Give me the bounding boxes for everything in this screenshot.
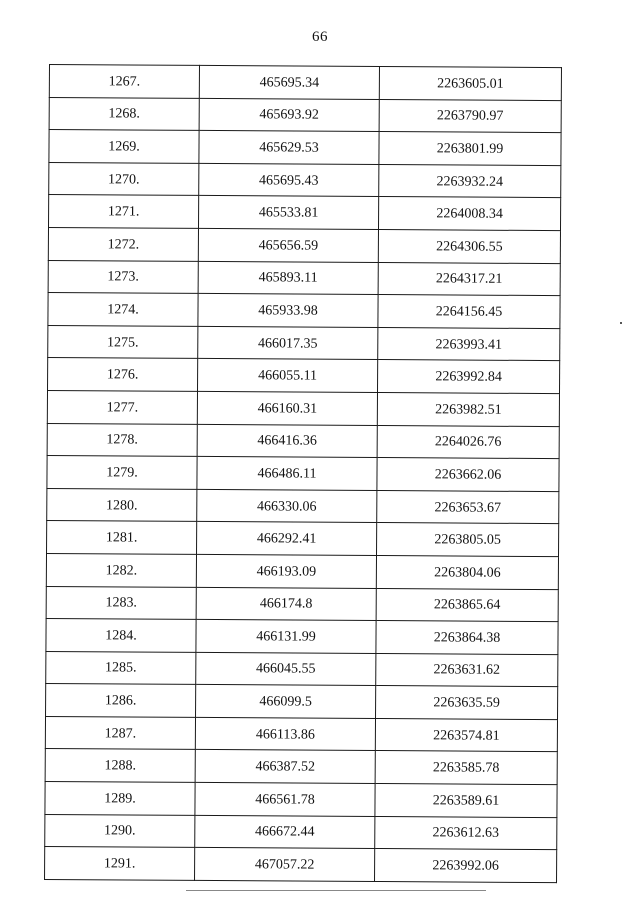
x-coordinate-cell: 465629.53 xyxy=(199,131,379,165)
point-number-cell: 1273. xyxy=(48,260,198,294)
y-coordinate-cell: 2263612.63 xyxy=(375,816,557,850)
x-coordinate-cell: 466486.11 xyxy=(197,457,377,491)
point-number-cell: 1271. xyxy=(49,195,199,229)
x-coordinate-cell: 466045.55 xyxy=(196,652,376,686)
table-row xyxy=(49,130,561,166)
y-coordinate-cell: 2264008.34 xyxy=(378,197,560,231)
x-coordinate-cell: 466193.09 xyxy=(196,554,376,588)
y-coordinate-cell: 2263932.24 xyxy=(379,164,561,198)
x-coordinate-cell: 466174.8 xyxy=(196,587,376,621)
point-number-cell: 1291. xyxy=(45,847,195,881)
table-row xyxy=(49,195,561,231)
x-coordinate-cell: 465693.92 xyxy=(199,98,379,132)
bottom-edge-line xyxy=(186,890,486,891)
y-coordinate-cell: 2263992.84 xyxy=(377,360,559,394)
table-row xyxy=(46,651,558,687)
point-number-cell: 1268. xyxy=(49,97,199,131)
table-row xyxy=(48,293,560,329)
x-coordinate-cell: 466131.99 xyxy=(196,620,376,654)
page-number: 66 xyxy=(312,29,328,45)
table-row xyxy=(47,423,559,459)
y-coordinate-cell: 2264306.55 xyxy=(378,229,560,263)
x-coordinate-cell: 466672.44 xyxy=(195,815,375,849)
y-coordinate-cell: 2263631.62 xyxy=(376,653,558,687)
x-coordinate-cell: 466113.86 xyxy=(195,717,375,751)
y-coordinate-cell: 2263804.06 xyxy=(376,555,558,589)
x-coordinate-cell: 466330.06 xyxy=(197,489,377,523)
x-coordinate-cell: 465533.81 xyxy=(198,196,378,230)
table-row xyxy=(46,619,558,655)
y-coordinate-cell: 2263992.06 xyxy=(375,849,557,883)
point-number-cell: 1269. xyxy=(49,130,199,164)
point-number-cell: 1287. xyxy=(45,716,195,750)
y-coordinate-cell: 2263662.06 xyxy=(377,458,559,492)
y-coordinate-cell: 2263653.67 xyxy=(377,490,559,524)
point-number-cell: 1286. xyxy=(46,684,196,718)
point-number-cell: 1290. xyxy=(45,814,195,848)
y-coordinate-cell: 2263805.05 xyxy=(377,523,559,557)
point-number-cell: 1274. xyxy=(48,293,198,327)
x-coordinate-cell: 465656.59 xyxy=(198,228,378,262)
point-number-cell: 1267. xyxy=(49,65,199,99)
x-coordinate-cell: 466055.11 xyxy=(198,359,378,393)
y-coordinate-cell: 2263865.64 xyxy=(376,588,558,622)
point-number-cell: 1276. xyxy=(48,358,198,392)
point-number-cell: 1272. xyxy=(48,227,198,261)
y-coordinate-cell: 2264156.45 xyxy=(378,295,560,329)
y-coordinate-cell: 2263993.41 xyxy=(378,327,560,361)
table-row xyxy=(45,716,557,752)
y-coordinate-cell: 2264317.21 xyxy=(378,262,560,296)
point-number-cell: 1285. xyxy=(46,651,196,685)
x-coordinate-cell: 466292.41 xyxy=(197,522,377,556)
y-coordinate-cell: 2263605.01 xyxy=(379,67,561,101)
point-number-cell: 1278. xyxy=(47,423,197,457)
point-number-cell: 1283. xyxy=(46,586,196,620)
point-number-cell: 1277. xyxy=(47,390,197,424)
x-coordinate-cell: 466416.36 xyxy=(197,424,377,458)
table-row xyxy=(46,553,558,589)
x-coordinate-cell: 466160.31 xyxy=(197,391,377,425)
x-coordinate-cell: 466561.78 xyxy=(195,782,375,816)
y-coordinate-cell: 2264026.76 xyxy=(377,425,559,459)
table-row xyxy=(48,227,560,263)
x-coordinate-cell: 466099.5 xyxy=(196,685,376,719)
table-row xyxy=(45,749,557,785)
y-coordinate-cell: 2263982.51 xyxy=(377,392,559,426)
table-row xyxy=(46,586,558,622)
table-row xyxy=(49,162,561,198)
y-coordinate-cell: 2263864.38 xyxy=(376,621,558,655)
table-row xyxy=(48,325,560,361)
point-number-cell: 1288. xyxy=(45,749,195,783)
point-number-cell: 1284. xyxy=(46,619,196,653)
x-coordinate-cell: 465933.98 xyxy=(198,294,378,328)
table-row xyxy=(48,358,560,394)
x-coordinate-cell: 465695.43 xyxy=(199,163,379,197)
table-row xyxy=(47,488,559,524)
table-row xyxy=(45,782,557,818)
x-coordinate-cell: 466017.35 xyxy=(198,326,378,360)
table-row xyxy=(45,847,557,883)
x-coordinate-cell: 465893.11 xyxy=(198,261,378,295)
table-row xyxy=(47,456,559,492)
coordinates-table-body xyxy=(45,65,562,883)
y-coordinate-cell: 2263790.97 xyxy=(379,99,561,133)
table-row xyxy=(45,814,557,850)
y-coordinate-cell: 2263801.99 xyxy=(379,132,561,166)
table-row xyxy=(49,65,561,101)
point-number-cell: 1282. xyxy=(46,553,196,587)
point-number-cell: 1281. xyxy=(47,521,197,555)
table-row xyxy=(49,97,561,133)
x-coordinate-cell: 465695.34 xyxy=(199,65,379,99)
y-coordinate-cell: 2263585.78 xyxy=(375,751,557,785)
point-number-cell: 1270. xyxy=(49,162,199,196)
x-coordinate-cell: 466387.52 xyxy=(195,750,375,784)
coordinates-table xyxy=(44,64,562,883)
scan-speck xyxy=(620,322,622,324)
x-coordinate-cell: 467057.22 xyxy=(195,848,375,882)
point-number-cell: 1280. xyxy=(47,488,197,522)
table-row xyxy=(47,390,559,426)
table-row xyxy=(47,521,559,557)
y-coordinate-cell: 2263589.61 xyxy=(375,784,557,818)
point-number-cell: 1279. xyxy=(47,456,197,490)
y-coordinate-cell: 2263635.59 xyxy=(376,686,558,720)
table-row xyxy=(48,260,560,296)
table-row xyxy=(46,684,558,720)
y-coordinate-cell: 2263574.81 xyxy=(375,718,557,752)
point-number-cell: 1289. xyxy=(45,782,195,816)
point-number-cell: 1275. xyxy=(48,325,198,359)
